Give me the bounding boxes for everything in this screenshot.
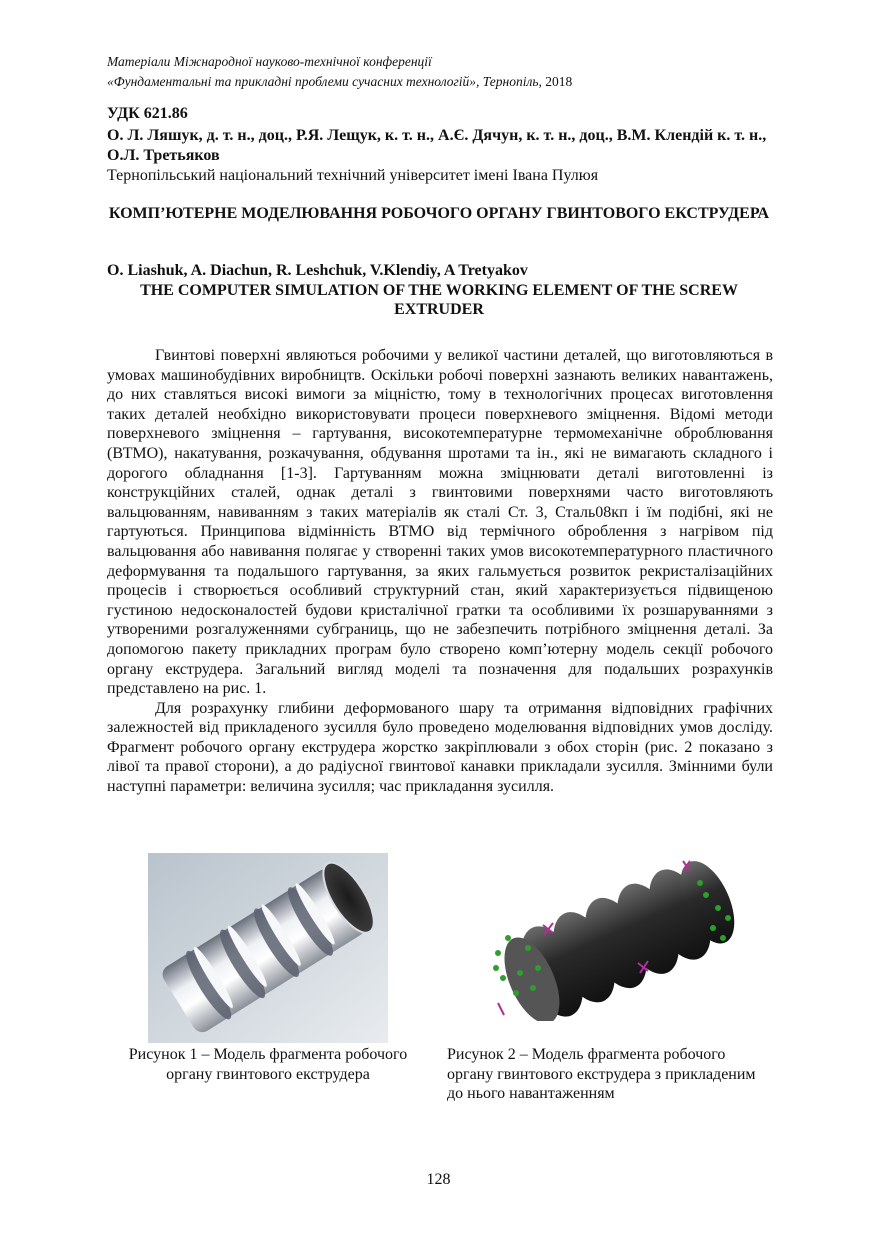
conference-header [107, 52, 767, 92]
loaded-model-illustration [478, 853, 743, 1021]
figure-1-screw-model [148, 853, 388, 1043]
figure-2-caption: Рисунок 2 – Модель фрагмента робочого органу гвинтового екструдера з прикладеним до нього навантаженням [447, 1046, 756, 1103]
udk-code: УДК 621.86 [107, 105, 188, 122]
authors-ua: О. Л. Ляшук, д. т. н., доц., Р.Я. Лещук, к. т. н., А.Є. Дячун, к. т. н., доц., В.М. Клендій к. т. н., О.Л. Третьяков [107, 127, 767, 164]
affiliation: Тернопільський національний технічний університет імені Івана Пулюя [107, 167, 599, 184]
paper-title-ua: КОМП’ЮТЕРНЕ МОДЕЛЮВАННЯ РОБОЧОГО ОРГАНУ ГВИНТОВОГО ЕКСТРУДЕРА [108, 205, 770, 222]
authors-en: O. Liashuk, A. Diachun, R. Leshchuk, V.Klendiy, A Tretyakov [107, 262, 528, 279]
body-text [107, 346, 773, 797]
conference-name: Матеріали Міжнародної науково-технічної конференції [107, 54, 432, 69]
paragraph-2: Для розрахунку глибини деформованого шару та отримання відповідних графічних залежностей від прикладеного зусилля було проведено моделювання відповідних умов досліду. Фрагмент робочого органу екструдера жорстко закріплювали з обох сторін (рис. 2 показано з лівої та правої сторони), а до радіусної гвинтової канавки прикладали зусилля. Змінними були наступні параметри: величина зусилля; час прикладання зусилля. [107, 699, 773, 796]
paper-title-en: THE COMPUTER SIMULATION OF THE WORKING ELEMENT OF THE SCREW EXTRUDER [140, 282, 738, 318]
paragraph-1: Гвинтові поверхні являються робочими у великої частини деталей, що виготовляються в умовах машинобудівних виробництв. Оскільки робочі поверхні зазнають великих навантажень, до них ставляться високі вимоги за міцністю, тому в технологічних процесах виготовлення таких деталей необхідно використовувати процеси поверхневого зміцнення. Відомі методи поверхневого зміцнення – гартування, високотемпературне термомеханічне оброблювання (ВТМО), накатування, розкачування, обдування шротами та ін., які не вимагають складного і дорогого обладнання [1-3]. Гартуванням можна зміцнювати деталі виготовленні із конструкційних сталей, однак деталі з гвинтовими поверхнями часто виготовляють вальцюванням, навиванням з таких матеріалів як сталі Ст. 3, Сталь08кп і їм подібні, які не гартуються. Принципова відмінність ВТМО від термічного оброблення з нагрівом під вальцювання або навивання полягає у створенні таких умов високотемпературного пластичного деформування та подальшого гартування, за яких гальмується розвиток рекристалізаційних процесів і створюється особливий структурний стан, який характеризується підвищеною густиною недосконалостей будови кристалічної гратки та особливими їх розшаруваннями з утвореними розгалуженнями субграниць, що не забезпечить потрібного зміцнення деталі. За допомогою пакету прикладних програм було створено комп’ютерну модель секції робочого органу екструдера. Загальний вигляд моделі та позначення для подальших розрахунків представлено на рис. 1. [107, 347, 773, 698]
conference-subtitle: «Фундаментальні та прикладні проблеми сучасних технологій», Тернопіль, 2018 [107, 74, 573, 89]
figure-2-loaded-model [478, 853, 743, 1021]
page-number: 128 [426, 1171, 451, 1188]
conference-year: 2018 [545, 74, 573, 89]
figure-1-caption: Рисунок 1 – Модель фрагмента робочого органу гвинтового екструдера [128, 1046, 408, 1083]
screw-model-illustration [148, 853, 388, 1043]
